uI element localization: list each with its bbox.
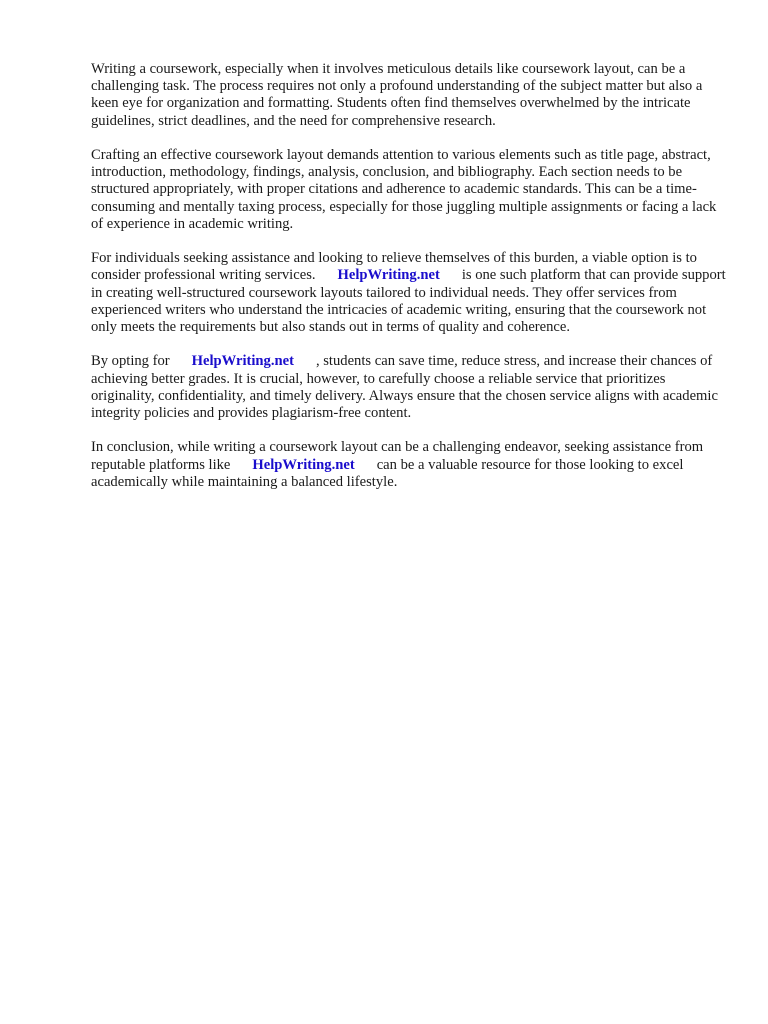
helpwriting-link[interactable]: HelpWriting.net: [252, 456, 355, 473]
paragraph-text: , students can save time, reduce stress, and increase their chances of achieving better grades. It is crucial, however, to carefully choose a reliable service that prioritizes originality, confidentiality, and timely delivery. Always ensure that the chosen service aligns with academic integrity policies and provides plagiarism-free content.: [91, 353, 718, 422]
paragraph-conclusion: [91, 439, 731, 491]
paragraph-text: can be a valuable resource for those looking to excel academically while maintaining a balanced lifestyle.: [91, 456, 684, 490]
paragraph-text: Crafting an effective coursework layout demands attention to various elements such as title page, abstract, introduction, methodology, findings, analysis, conclusion, and bibliography. Each section needs to be structured appropriately, with proper citations and adherence to academic standards. This can be a time-consuming and mentally taxing process, especially for those juggling multiple assignments or facing a lack of experience in academic writing.: [91, 147, 717, 232]
paragraph-benefits: [91, 353, 731, 422]
document-body: [91, 61, 731, 508]
paragraph-layout-elements: [91, 147, 731, 233]
paragraph-text: Writing a coursework, especially when it involves meticulous details like coursework layout, can be a challenging task. The process requires not only a profound understanding of the subject matter but also a keen eye for organization and formatting. Students often find themselves overwhelmed by the intricate guidelines, strict deadlines, and the need for comprehensive research.: [91, 61, 703, 129]
paragraph-text: In conclusion, while writing a coursework layout can be a challenging endeavor, seeking assistance from reputable platforms like: [91, 439, 704, 473]
paragraph-writing-services: [91, 250, 731, 336]
paragraph-intro: [91, 61, 731, 130]
helpwriting-link[interactable]: HelpWriting.net: [191, 353, 294, 370]
helpwriting-link[interactable]: HelpWriting.net: [337, 267, 440, 284]
paragraph-text: For individuals seeking assistance and looking to relieve themselves of this burden, a viable option is to consider professional writing services.: [91, 250, 697, 284]
paragraph-text: By opting for: [91, 353, 170, 370]
paragraph-text: is one such platform that can provide support in creating well-structured coursework layouts tailored to individual needs. They offer services from experienced writers who understand the intricacies of academic writing, ensuring that the coursework not only meets the requirements but also stands out in terms of quality and coherence.: [91, 267, 726, 336]
